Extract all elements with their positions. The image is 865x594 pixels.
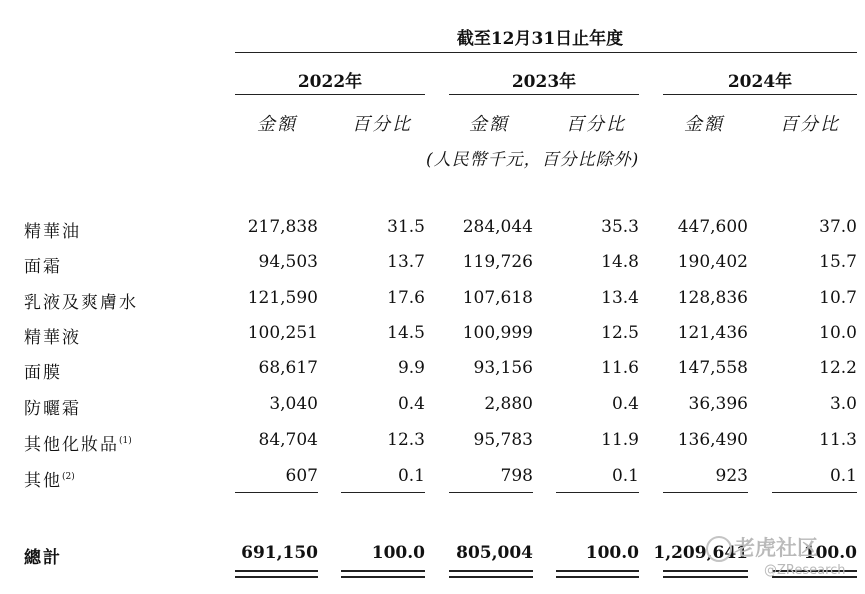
amount-cell: 3,040 [269, 394, 318, 414]
amount-cell: 68,617 [258, 358, 318, 378]
amount-header-2023: 金額 [469, 114, 509, 135]
year-2022: 2022年 [297, 72, 363, 92]
total-double-rule [341, 570, 425, 572]
percent-cell: 31.5 [387, 217, 425, 237]
percent-cell: 35.3 [601, 217, 639, 237]
percent-cell: 9.9 [397, 358, 425, 378]
total-double-rule [663, 576, 748, 578]
total-double-rule [235, 570, 318, 572]
total-double-rule [449, 576, 533, 578]
percent-cell: 17.6 [387, 288, 425, 308]
watermark-icon [706, 536, 732, 562]
row-label [24, 394, 81, 419]
total-2022-amount: 691,150 [241, 543, 318, 563]
year-rule-2024 [663, 94, 857, 95]
subtotal-rule-2 [341, 492, 425, 493]
total-double-rule [235, 576, 318, 578]
subtotal-rule-1 [235, 492, 318, 493]
total-double-rule [556, 576, 639, 578]
period-header: 截至12月31日止年度 [456, 29, 624, 49]
percent-cell: 11.9 [601, 430, 639, 450]
amount-cell: 95,783 [473, 430, 533, 450]
amount-cell: 84,704 [258, 430, 318, 450]
percent-cell: 0.4 [397, 394, 425, 414]
percent-cell: 15.7 [819, 252, 857, 272]
row-label-text: 面霜 [24, 257, 62, 277]
total-2023-percent: 100.0 [585, 543, 639, 563]
percent-cell: 13.4 [601, 288, 639, 308]
amount-cell: 93,156 [473, 358, 533, 378]
subtotal-rule-4 [556, 492, 639, 493]
row-label [24, 252, 62, 277]
row-label-text: 精華油 [24, 222, 81, 242]
percent-cell: 12.5 [601, 323, 639, 343]
percent-cell: 11.3 [819, 430, 857, 450]
amount-cell: 119,726 [462, 252, 533, 272]
row-label-text: 其他 [24, 471, 62, 491]
amount-cell: 36,396 [688, 394, 748, 414]
amount-cell: 121,436 [677, 323, 748, 343]
watermark-handle: @ZResearch [764, 563, 846, 578]
amount-cell: 2,880 [484, 394, 533, 414]
row-label-text: 面膜 [24, 363, 62, 383]
percent-cell: 3.0 [829, 394, 857, 414]
total-2024-percent: 100.0 [803, 543, 857, 563]
percent-cell: 10.7 [819, 288, 857, 308]
total-double-rule [556, 570, 639, 572]
amount-cell: 217,838 [247, 217, 318, 237]
percent-header-2024: 百分比 [780, 114, 840, 135]
subtotal-rule-3 [449, 492, 533, 493]
year-rule-2023 [449, 94, 639, 95]
row-label-text: 防曬霜 [24, 399, 81, 419]
amount-cell: 100,999 [462, 323, 533, 343]
total-label: 總計 [24, 548, 62, 568]
total-2022-percent: 100.0 [371, 543, 425, 563]
year-2023: 2023年 [511, 72, 577, 92]
period-rule [235, 52, 857, 53]
total-double-rule [663, 570, 748, 572]
percent-cell: 37.0 [819, 217, 857, 237]
total-2023-amount: 805,004 [456, 543, 533, 563]
total-2024-amount: 1,209,641 [653, 543, 748, 563]
percent-cell: 14.5 [387, 323, 425, 343]
percent-header-2022: 百分比 [352, 114, 412, 135]
footnote-marker: (1) [119, 436, 132, 446]
amount-header-2024: 金額 [684, 114, 724, 135]
amount-cell: 923 [715, 466, 748, 486]
row-label-text: 其他化妝品 [24, 435, 119, 455]
percent-cell: 14.8 [601, 252, 639, 272]
amount-cell: 190,402 [677, 252, 748, 272]
footnote-marker: (2) [62, 472, 75, 482]
amount-cell: 284,044 [462, 217, 533, 237]
row-label [24, 430, 132, 455]
subtotal-rule-6 [772, 492, 857, 493]
year-rule-2022 [235, 94, 425, 95]
percent-header-2023: 百分比 [566, 114, 626, 135]
amount-cell: 147,558 [677, 358, 748, 378]
row-label [24, 358, 62, 383]
year-2024: 2024年 [727, 72, 793, 92]
amount-cell: 128,836 [677, 288, 748, 308]
amount-header-2022: 金額 [257, 114, 297, 135]
amount-cell: 607 [285, 466, 318, 486]
amount-cell: 121,590 [247, 288, 318, 308]
amount-cell: 94,503 [258, 252, 318, 272]
percent-cell: 0.1 [397, 466, 425, 486]
percent-cell: 0.1 [829, 466, 857, 486]
subtotal-rule-5 [663, 492, 748, 493]
amount-cell: 136,490 [677, 430, 748, 450]
total-double-rule [449, 570, 533, 572]
row-label [24, 466, 75, 491]
row-label-text: 乳液及爽膚水 [24, 293, 138, 313]
percent-cell: 13.7 [387, 252, 425, 272]
percent-cell: 0.4 [611, 394, 639, 414]
total-double-rule [341, 576, 425, 578]
amount-cell: 798 [500, 466, 533, 486]
row-label-text: 精華液 [24, 328, 81, 348]
percent-cell: 12.2 [819, 358, 857, 378]
watermark-brand: 老虎社区 [734, 536, 818, 560]
amount-cell: 447,600 [677, 217, 748, 237]
percent-cell: 12.3 [387, 430, 425, 450]
row-label [24, 288, 138, 313]
amount-cell: 100,251 [247, 323, 318, 343]
amount-cell: 107,618 [462, 288, 533, 308]
row-label [24, 217, 81, 242]
percent-cell: 11.6 [601, 358, 639, 378]
percent-cell: 0.1 [611, 466, 639, 486]
unit-note: (人民幣千元，百分比除外) [426, 150, 640, 170]
percent-cell: 10.0 [819, 323, 857, 343]
row-label [24, 323, 81, 348]
